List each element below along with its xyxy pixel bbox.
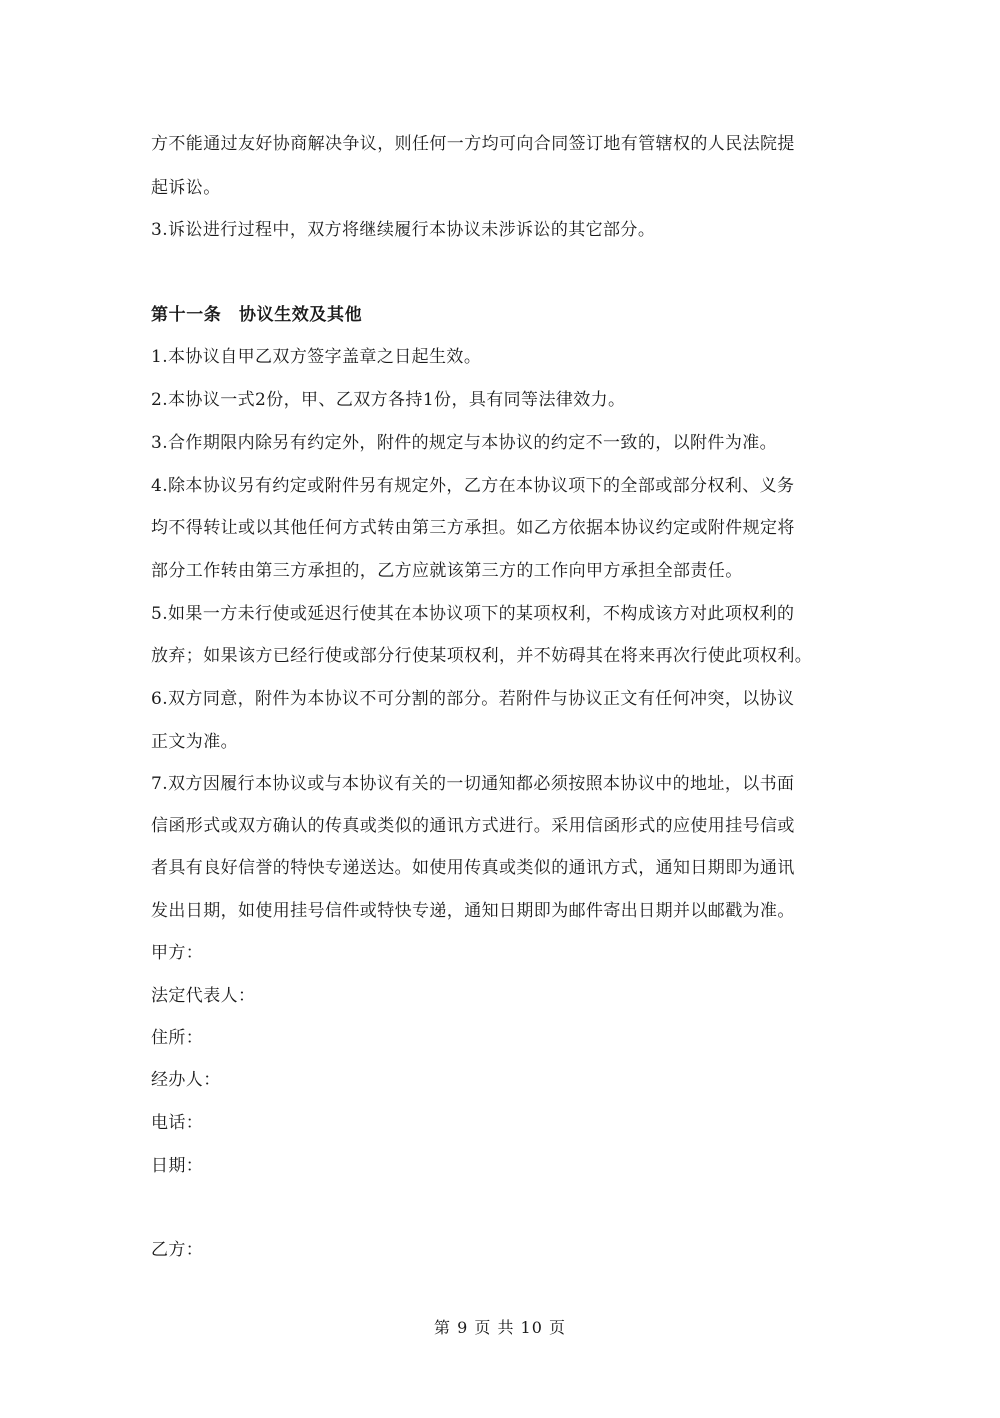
clause-line: 6.双方同意，附件为本协议不可分割的部分。若附件与协议正文有任何冲突，以协议 [151, 689, 795, 709]
clause-line: 7.双方因履行本协议或与本协议有关的一切通知都必须按照本协议中的地址，以书面 [151, 774, 795, 794]
paragraph-line: 起诉讼。 [151, 178, 221, 198]
address-label: 住所： [151, 1028, 204, 1048]
date-label: 日期： [151, 1156, 204, 1176]
party-a-label: 甲方： [151, 943, 204, 963]
legal-representative-label: 法定代表人： [151, 986, 256, 1006]
clause-line: 3.合作期限内除另有约定外，附件的规定与本协议的约定不一致的，以附件为准。 [151, 433, 778, 453]
clause-line: 放弃；如果该方已经行使或部分行使某项权利，并不妨碍其在将来再次行使此项权利。 [151, 646, 813, 666]
clause-line: 1.本协议自甲乙双方签字盖章之日起生效。 [151, 347, 482, 367]
clause-line: 部分工作转由第三方承担的，乙方应就该第三方的工作向甲方承担全部责任。 [151, 561, 743, 581]
clause-line: 正文为准。 [151, 732, 238, 752]
paragraph-line: 方不能通过友好协商解决争议，则任何一方均可向合同签订地有管辖权的人民法院提 [151, 134, 795, 154]
agent-label: 经办人： [151, 1070, 221, 1090]
clause-line: 2.本协议一式2份，甲、乙双方各持1份，具有同等法律效力。 [151, 390, 626, 410]
clause-line: 者具有良好信誉的特快专递送达。如使用传真或类似的通讯方式，通知日期即为通讯 [151, 858, 795, 878]
clause-line: 5.如果一方未行使或延迟行使其在本协议项下的某项权利，不构成该方对此项权利的 [151, 604, 795, 624]
party-b-label: 乙方： [151, 1240, 204, 1260]
clause-line: 4.除本协议另有约定或附件另有规定外，乙方在本协议项下的全部或部分权利、义务 [151, 476, 795, 496]
section-heading: 第十一条 协议生效及其他 [151, 305, 363, 325]
page-footer: 第 9 页 共 10 页 [434, 1318, 566, 1337]
clause-line: 均不得转让或以其他任何方式转由第三方承担。如乙方依据本协议约定或附件规定将 [151, 518, 795, 538]
clause-line: 发出日期，如使用挂号信件或特快专递，通知日期即为邮件寄出日期并以邮戳为准。 [151, 901, 795, 921]
paragraph-line: 3.诉讼进行过程中，双方将继续履行本协议未涉诉讼的其它部分。 [151, 220, 656, 240]
clause-line: 信函形式或双方确认的传真或类似的通讯方式进行。采用信函形式的应使用挂号信或 [151, 816, 795, 836]
phone-label: 电话： [151, 1113, 204, 1133]
